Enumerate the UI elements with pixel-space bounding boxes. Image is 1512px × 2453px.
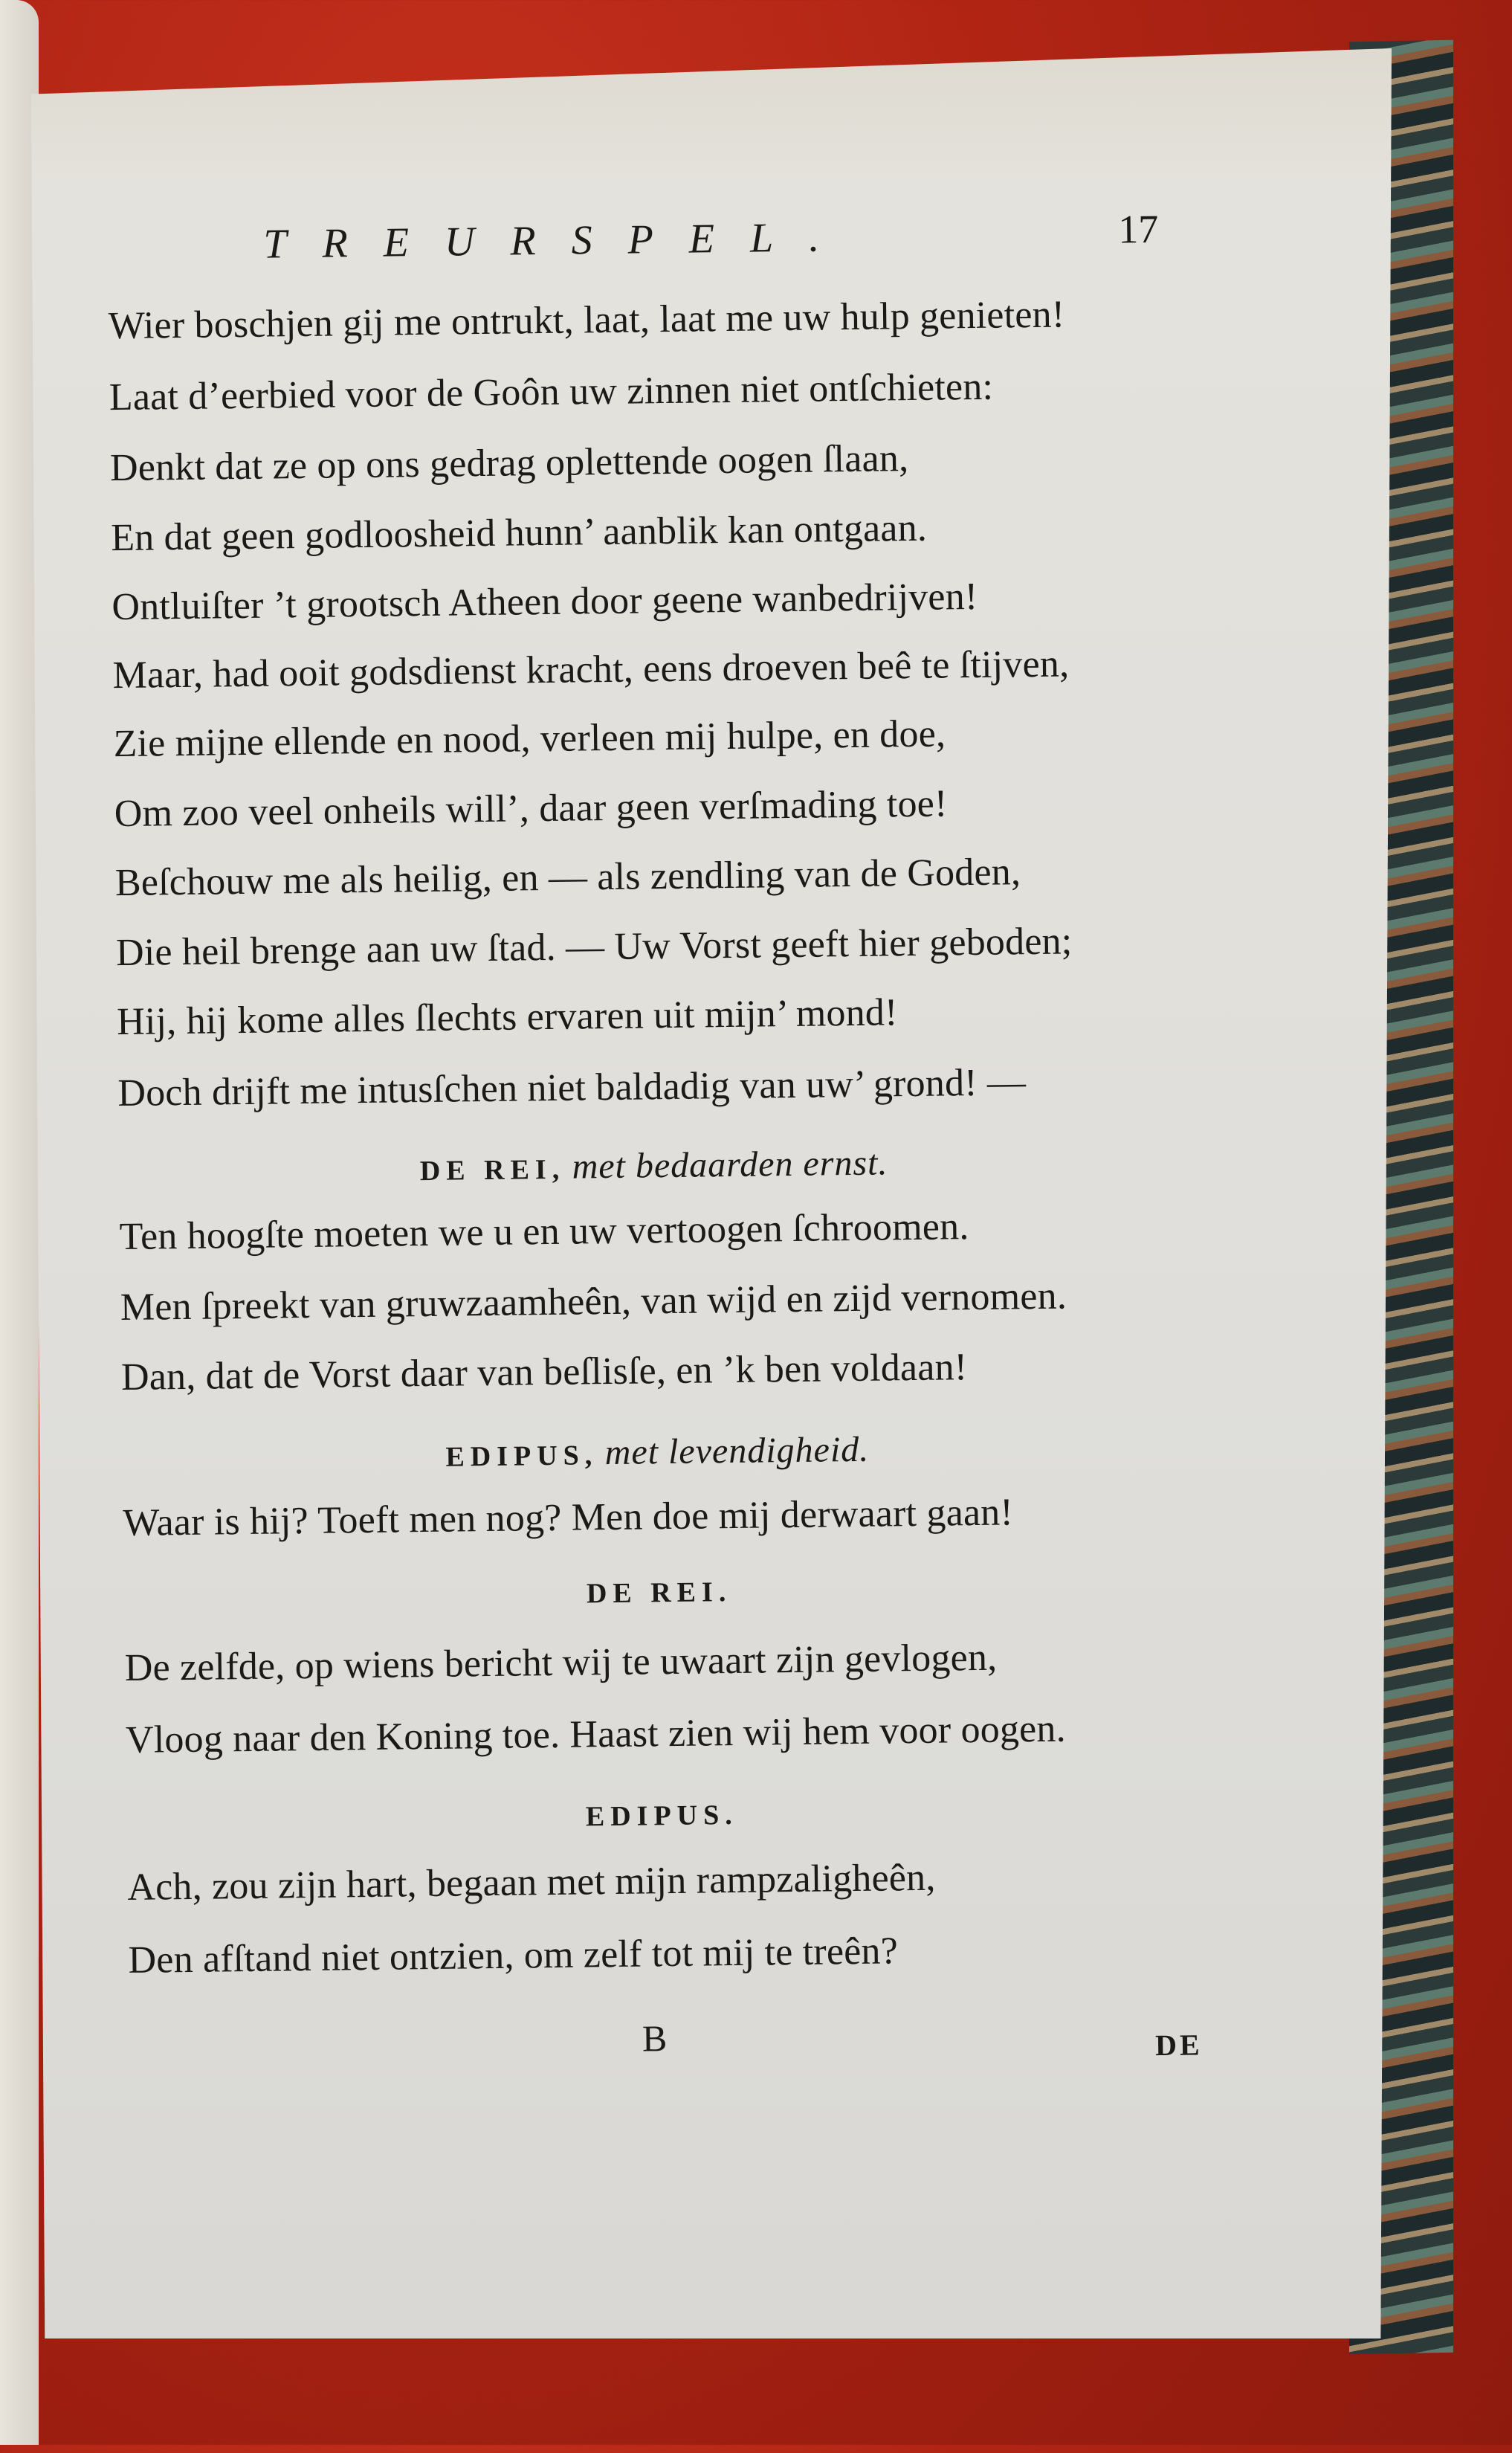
speaker-name: DE REI. <box>586 1576 732 1610</box>
verse-line: Ontluiſter ’t grootsch Atheen door geene wanbedrijven! <box>112 575 978 629</box>
verse-line: En dat geen godloosheid hunn’ aanblik kan ontgaan. <box>110 506 928 560</box>
verse-line: Men ſpreekt van gruwzaamheên, van wijd en zijd vernomen. <box>120 1274 1067 1329</box>
verse-line: Beſchouw me als heilig, en — als zendling van de Goden, <box>114 851 1021 905</box>
verse-line: Ach, zou zijn hart, begaan met mijn rampzaligheên, <box>127 1856 936 1909</box>
verse-line: Die heil brenge aan uw ſtad. — Uw Vorst geeft hier geboden; <box>115 920 1073 975</box>
speaker-name: DE REI, <box>419 1153 566 1187</box>
verse-line: Wier boschjen gij me ontrukt, laat, laat me uw hulp genieten! <box>108 293 1065 348</box>
verse-line: Vloog naar den Koning toe. Haast zien wij hem voor oogen. <box>125 1707 1067 1761</box>
verse-line: Om zoo veel onheils will’, daar geen verſmading toe! <box>114 782 948 836</box>
verse-line: Zie mijne ellende en nood, verleen mij hulpe, en doe, <box>113 712 946 766</box>
verse-line: Doch drijft me intusſchen niet baldadig van uw’ grond! — <box>117 1061 1027 1115</box>
verse-line: Hij, hij kome alles ſlechts ervaren uit mijn’ mond! <box>116 991 898 1044</box>
verse-line: Denkt dat ze op ons gedrag oplettende oogen ſlaan, <box>109 436 909 490</box>
signature-mark: B <box>642 2017 668 2060</box>
page-number: 17 <box>1117 206 1159 252</box>
speaker-heading <box>3 1423 1312 1480</box>
stage-direction: met bedaarden ernst. <box>572 1143 888 1187</box>
verse-line: Den afſtand niet ontzien, om zelf tot mij te treên? <box>128 1930 899 1982</box>
running-title: TREURSPEL. <box>263 213 856 268</box>
speaker-heading <box>7 1791 1316 1840</box>
speaker-name: EDIPUS. <box>585 1799 738 1833</box>
speaker-heading <box>4 1568 1313 1616</box>
verse-line: Maar, had ooit godsdienst kracht, eens droeven beê te ſtijven, <box>112 642 1070 697</box>
verse-line: Waar is hij? Toeft men nog? Men doe mij derwaart gaan! <box>123 1491 1014 1545</box>
stage-direction: met levendigheid. <box>604 1429 870 1473</box>
speaker-heading <box>0 1137 1308 1193</box>
verse-line: Dan, dat de Vorst daar van beſlisſe, en ’k ben voldaan! <box>120 1346 968 1399</box>
catchword: DE <box>1154 2028 1203 2063</box>
speaker-name: EDIPUS, <box>445 1440 598 1473</box>
verse-line: De zelfde, op wiens bericht wij te uwaart zijn gevlogen, <box>124 1636 998 1689</box>
verse-line: Ten hoogſte moeten we u en uw vertoogen ſchroomen. <box>119 1205 969 1259</box>
verse-line: Laat d’eerbied voor de Goôn uw zinnen niet ontſchieten: <box>109 365 994 419</box>
